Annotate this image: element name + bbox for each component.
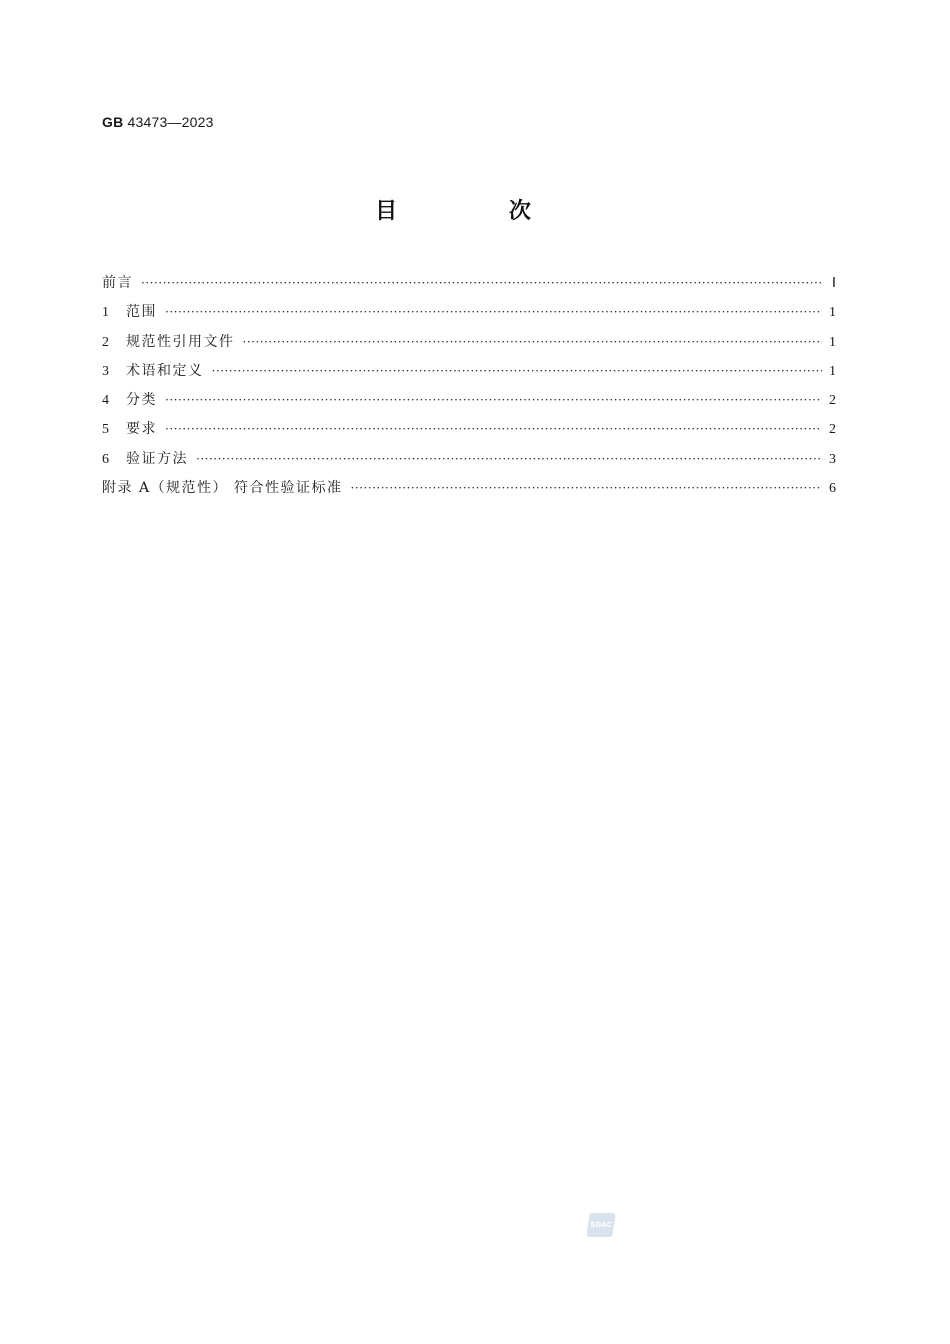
document-code <box>102 114 214 130</box>
toc-entry-verification-methods[interactable] <box>102 448 836 477</box>
toc-entry-number: 4 <box>102 393 109 409</box>
toc-entry-requirements[interactable] <box>102 418 836 447</box>
toc-leader-dots <box>165 393 822 407</box>
toc-entry-page: 1 <box>829 363 836 379</box>
toc-title: 目 次 <box>375 199 583 224</box>
toc-entry-normative-references[interactable] <box>102 331 836 360</box>
toc-entry-label: 分类 <box>126 392 157 409</box>
toc-entry-number: 3 <box>102 363 109 379</box>
toc-leader-dots <box>141 276 822 290</box>
standard-prefix: GB <box>102 114 124 130</box>
toc-entry-scope[interactable] <box>102 301 836 330</box>
toc-entry-terms-definitions[interactable] <box>102 360 836 389</box>
toc-entry-page: 3 <box>829 451 836 467</box>
toc-leader-dots <box>165 422 822 436</box>
table-of-contents <box>102 272 836 506</box>
toc-entry-page: Ⅰ <box>831 276 836 291</box>
toc-entry-foreword[interactable] <box>102 272 836 301</box>
toc-entry-label: 范围 <box>126 304 157 321</box>
toc-leader-dots <box>351 481 822 495</box>
watermark-logo: SDAC <box>586 1213 615 1237</box>
toc-entry-classification[interactable] <box>102 389 836 418</box>
toc-entry-page: 1 <box>829 334 836 350</box>
toc-entry-page: 2 <box>829 422 836 438</box>
toc-entry-label: 术语和定义 <box>126 362 204 379</box>
toc-entry-label: 前言 <box>102 275 133 291</box>
toc-entry-number: 6 <box>102 451 109 467</box>
toc-entry-page: 2 <box>829 393 836 409</box>
toc-entry-number: 2 <box>102 334 109 350</box>
toc-leader-dots <box>165 305 822 319</box>
toc-entry-label: 附录 A（规范性） 符合性验证标准 <box>102 480 343 497</box>
toc-entry-label: 规范性引用文件 <box>126 333 235 350</box>
toc-entry-annex-a[interactable] <box>102 477 836 506</box>
toc-entry-label: 要求 <box>126 421 157 438</box>
toc-leader-dots <box>212 364 823 378</box>
standard-number: 43473—2023 <box>127 114 214 130</box>
toc-entry-number: 1 <box>102 305 109 321</box>
toc-entry-number: 5 <box>102 422 109 438</box>
toc-leader-dots <box>243 335 823 349</box>
toc-leader-dots <box>196 452 822 466</box>
toc-entry-page: 6 <box>829 481 836 497</box>
toc-entry-page: 1 <box>829 305 836 321</box>
toc-entry-label: 验证方法 <box>126 450 188 467</box>
